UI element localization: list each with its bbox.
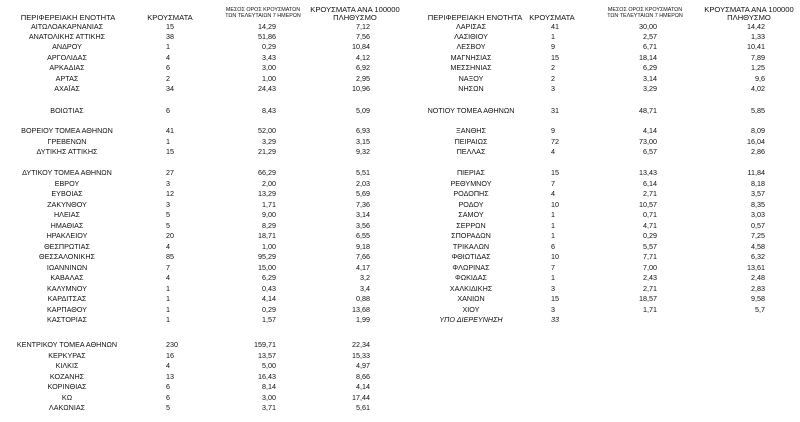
table-row [0,168,800,178]
cases-value: 4 [166,242,170,251]
per100k-value: 8,18 [751,179,765,188]
avg7-value: 2,00 [262,179,276,188]
region-name: ΤΡΙΚΑΛΩΝ [452,242,490,251]
table-row [0,137,800,147]
per100k-value: 22,34 [352,340,370,349]
avg7-value: 2,71 [643,189,657,198]
table-row [0,22,800,32]
region-name: ΘΕΣΣΑΛΟΝΙΚΗΣ [39,252,95,261]
right-header-per100k-line2: ΠΛΗΘΥΣΜΟ [727,13,771,22]
per100k-value: 4,02 [751,84,765,93]
region-name: ΚΑΣΤΟΡΙΑΣ [47,315,87,324]
table-row [0,63,800,73]
table-row [0,372,800,382]
cases-value: 1 [166,284,170,293]
avg7-value: 0,71 [643,210,657,219]
cases-value: 6 [166,63,170,72]
table-row [0,179,800,189]
per100k-value: 3,56 [356,221,370,230]
avg7-value: 8,43 [262,106,276,115]
per100k-value: 4,17 [356,263,370,272]
region-name: ΠΕΛΛΑΣ [456,147,486,156]
avg7-value: 13,43 [639,168,657,177]
region-name: ΝΗΣΩΝ [458,84,484,93]
cases-value: 1 [551,231,555,240]
avg7-value: 4,71 [643,221,657,230]
avg7-value: 51,86 [258,32,276,41]
per100k-value: 1,33 [751,32,765,41]
cases-value: 7 [166,263,170,272]
region-name: ΞΑΝΘΗΣ [456,126,486,135]
cases-value: 3 [551,84,555,93]
per100k-value: 9,6 [755,74,765,83]
cases-value: 5 [166,210,170,219]
avg7-value: 0,29 [643,231,657,240]
table-row [0,106,800,116]
region-name: ΚΩ [61,393,73,402]
region-name: ΑΡΓΟΛΙΔΑΣ [47,53,87,62]
per100k-value: 14,42 [747,22,765,31]
per100k-value: 9,32 [356,147,370,156]
cases-value: 38 [166,32,174,41]
table-row [0,294,800,304]
cases-value: 7 [551,179,555,188]
region-name: ΚΟΖΑΝΗΣ [49,372,85,381]
avg7-value: 6,71 [643,42,657,51]
region-name: ΧΑΛΚΙΔΙΚΗΣ [449,284,493,293]
region-name: ΑΧΑΪΑΣ [54,84,80,93]
cases-value: 3 [166,200,170,209]
cases-value: 15 [166,22,174,31]
avg7-value: 6,14 [643,179,657,188]
region-name: ΡΟΔΟΠΗΣ [453,189,489,198]
region-name: ΛΑΡΙΣΑΣ [455,22,487,31]
per100k-value: 5,09 [356,106,370,115]
avg7-value: 18,71 [258,231,276,240]
per100k-value: 0,88 [356,294,370,303]
per100k-value: 6,93 [356,126,370,135]
region-name: ΗΜΑΘΙΑΣ [50,221,84,230]
region-name: ΑΡΤΑΣ [55,74,79,83]
avg7-value: 3,71 [262,403,276,412]
per100k-value: 2,03 [356,179,370,188]
per100k-value: 11,84 [747,168,765,177]
per100k-value: 8,66 [356,372,370,381]
cases-value: 10 [551,200,559,209]
table-row [0,42,800,52]
table-row [0,351,800,361]
cases-value: 1 [166,137,170,146]
cases-value: 1 [551,210,555,219]
region-name: ΦΩΚΙΔΑΣ [455,273,487,282]
region-name: ΜΑΓΝΗΣΙΑΣ [450,53,492,62]
per100k-value: 13,68 [352,305,370,314]
region-name: ΔΥΤΙΚΗΣ ΑΤΤΙΚΗΣ [36,147,98,156]
cases-value: 6 [166,106,170,115]
table-row [0,305,800,315]
table-row [0,403,800,413]
avg7-value: 9,00 [262,210,276,219]
cases-value: 4 [551,189,555,198]
per100k-value: 13,61 [747,263,765,272]
table-row [0,147,800,157]
table-row [0,189,800,199]
right-header-avg-line1: ΜΕΣΟΣ ΟΡΟΣ ΚΡΟΥΣΜΑΤΩΝ [607,7,683,13]
cases-value: 41 [166,126,174,135]
cases-value: 33 [551,315,559,324]
per100k-value: 3,4 [360,284,370,293]
per100k-value: 3,14 [356,210,370,219]
cases-value: 4 [166,53,170,62]
cases-value: 16 [166,351,174,360]
avg7-value: 3,29 [643,84,657,93]
cases-value: 15 [551,294,559,303]
avg7-value: 52,00 [258,126,276,135]
region-name: ΙΩΑΝΝΙΝΩΝ [46,263,88,272]
per100k-value: 7,12 [356,22,370,31]
cases-value: 41 [551,22,559,31]
region-name: ΚΟΡΙΝΘΙΑΣ [47,382,87,391]
per100k-value: 17,44 [352,393,370,402]
cases-value: 12 [166,189,174,198]
left-header-cases: ΚΡΟΥΣΜΑΤΑ [147,13,193,22]
region-name: ΒΟΙΩΤΙΑΣ [50,106,84,115]
table-row [0,231,800,241]
per100k-value: 6,92 [356,63,370,72]
cases-value: 230 [166,340,178,349]
avg7-value: 24,43 [258,84,276,93]
left-header-per100k [310,6,400,22]
per100k-value: 9,58 [751,294,765,303]
region-name: ΣΠΟΡΑΔΩΝ [451,231,491,240]
region-name: ΚΑΡΔΙΤΣΑΣ [47,294,87,303]
per100k-value: 15,33 [352,351,370,360]
per100k-value: 5,7 [755,305,765,314]
avg7-value: 5,57 [643,242,657,251]
per100k-value: 1,99 [356,315,370,324]
cases-value: 3 [551,305,555,314]
cases-value: 15 [551,168,559,177]
region-name: ΗΛΕΙΑΣ [53,210,81,219]
region-name: ΣΕΡΡΩΝ [456,221,486,230]
per100k-value: 5,85 [751,106,765,115]
cases-value: 1 [551,273,555,282]
avg7-value: 2,43 [643,273,657,282]
cases-value: 9 [551,42,555,51]
cases-value: 2 [551,63,555,72]
region-name: ΑΝΑΤΟΛΙΚΗΣ ΑΤΤΙΚΗΣ [28,32,106,41]
per100k-value: 6,55 [356,231,370,240]
avg7-value: 5,00 [262,361,276,370]
per100k-value: 8,35 [751,200,765,209]
left-header-avg [218,7,308,19]
cases-value: 3 [551,284,555,293]
left-header-per100k-line2: ΠΛΗΘΥΣΜΟ [333,13,377,22]
region-name: ΠΕΙΡΑΙΩΣ [454,137,488,146]
cases-value: 6 [166,382,170,391]
region-name: ΚΑΒΑΛΑΣ [50,273,84,282]
region-name: ΦΛΩΡΙΝΑΣ [452,263,490,272]
cases-value: 31 [551,106,559,115]
avg7-value: 30,00 [639,22,657,31]
region-name: ΛΕΣΒΟΥ [456,42,486,51]
per100k-value: 9,18 [356,242,370,251]
table-row [0,340,800,350]
avg7-value: 1,71 [262,200,276,209]
region-name: ΚΕΝΤΡΙΚΟΥ ΤΟΜΕΑ ΑΘΗΝΩΝ [16,340,118,349]
region-name: ΛΑΚΩΝΙΑΣ [48,403,86,412]
per100k-value: 7,36 [356,200,370,209]
cases-value: 6 [551,242,555,251]
avg7-value: 48,71 [639,106,657,115]
avg7-value: 66,29 [258,168,276,177]
avg7-value: 4,14 [262,294,276,303]
cases-value: 5 [166,221,170,230]
region-name: ΝΑΞΟΥ [458,74,484,83]
cases-value: 2 [551,74,555,83]
table-row [0,273,800,283]
avg7-value: 13,57 [258,351,276,360]
per100k-value: 4,58 [751,242,765,251]
right-header-avg [600,7,690,19]
per100k-value: 3,15 [356,137,370,146]
cases-value: 85 [166,252,174,261]
per100k-value: 7,56 [356,32,370,41]
table-row [0,315,800,325]
per100k-value: 6,32 [751,252,765,261]
avg7-value: 18,57 [639,294,657,303]
per100k-value: 2,95 [356,74,370,83]
region-name: ΥΠΟ ΔΙΕΡΕΥΝΗΣΗ [439,315,503,324]
cases-value: 1 [166,42,170,51]
avg7-value: 8,14 [262,382,276,391]
table-row [0,200,800,210]
region-name: ΑΝΔΡΟΥ [52,42,82,51]
per100k-value: 5,51 [356,168,370,177]
avg7-value: 18,14 [639,53,657,62]
region-name: ΡΕΘΥΜΝΟΥ [450,179,492,188]
per100k-value: 4,14 [356,382,370,391]
cases-value: 1 [166,294,170,303]
avg7-value: 4,14 [643,126,657,135]
region-name: ΚΕΡΚΥΡΑΣ [48,351,86,360]
region-name: ΓΡΕΒΕΝΩΝ [47,137,87,146]
cases-value: 72 [551,137,559,146]
table-row [0,32,800,42]
per100k-value: 16,04 [747,137,765,146]
cases-value: 10 [551,252,559,261]
per100k-value: 5,61 [356,403,370,412]
per100k-value: 10,84 [352,42,370,51]
region-name: ΖΑΚΥΝΘΟΥ [47,200,87,209]
cases-value: 6 [166,393,170,402]
per100k-value: 8,09 [751,126,765,135]
avg7-value: 0,29 [262,42,276,51]
cases-value: 4 [166,273,170,282]
cases-value: 4 [166,361,170,370]
right-header-per100k [700,6,798,22]
region-name: ΚΙΛΚΙΣ [55,361,79,370]
avg7-value: 10,57 [639,200,657,209]
avg7-value: 3,29 [262,137,276,146]
per100k-value: 3,57 [751,189,765,198]
cases-value: 34 [166,84,174,93]
region-name: ΝΟΤΙΟΥ ΤΟΜΕΑ ΑΘΗΝΩΝ [427,106,515,115]
avg7-value: 95,29 [258,252,276,261]
right-header-per100k-line1: ΚΡΟΥΣΜΑΤΑ ΑΝΑ 100000 [704,5,794,14]
table-row [0,84,800,94]
table-row [0,361,800,371]
cases-value: 1 [166,315,170,324]
per100k-value: 5,69 [356,189,370,198]
cases-value: 20 [166,231,174,240]
region-name: ΚΑΡΠΑΘΟΥ [47,305,87,314]
per100k-value: 7,25 [751,231,765,240]
cases-value: 15 [551,53,559,62]
region-name: ΒΟΡΕΙΟΥ ΤΟΜΕΑ ΑΘΗΝΩΝ [21,126,113,135]
per100k-value: 1,25 [751,63,765,72]
avg7-value: 7,71 [643,252,657,261]
cases-value: 5 [166,403,170,412]
region-name: ΑΙΤΩΛΟΑΚΑΡΝΑΝΙΑΣ [30,22,104,31]
per100k-value: 3,2 [360,273,370,282]
avg7-value: 0,29 [262,305,276,314]
per100k-value: 10,41 [747,42,765,51]
avg7-value: 8,29 [262,221,276,230]
per100k-value: 4,97 [356,361,370,370]
table-row [0,382,800,392]
table-row [0,74,800,84]
region-name: ΡΟΔΟΥ [458,200,484,209]
cases-value: 2 [166,74,170,83]
avg7-value: 16,43 [258,372,276,381]
avg7-value: 13,29 [258,189,276,198]
region-name: ΗΡΑΚΛΕΙΟΥ [46,231,88,240]
avg7-value: 3,14 [643,74,657,83]
table-row [0,242,800,252]
region-name: ΛΑΣΙΘΙΟΥ [454,32,488,41]
avg7-value: 21,29 [258,147,276,156]
cases-value: 13 [166,372,174,381]
per100k-value: 10,96 [352,84,370,93]
cases-value: 4 [551,147,555,156]
avg7-value: 2,57 [643,32,657,41]
per100k-value: 2,86 [751,147,765,156]
table-row [0,210,800,220]
avg7-value: 1,71 [643,305,657,314]
table-row [0,284,800,294]
cases-value: 7 [551,263,555,272]
avg7-value: 1,00 [262,242,276,251]
avg7-value: 3,00 [262,63,276,72]
table-row [0,252,800,262]
per100k-value: 0,57 [751,221,765,230]
avg7-value: 15,00 [258,263,276,272]
left-header-per100k-line1: ΚΡΟΥΣΜΑΤΑ ΑΝΑ 100000 [310,5,400,14]
left-header-avg-line2: ΤΩΝ ΤΕΛΕΥΤΑΙΩΝ 7 ΗΜΕΡΩΝ [225,13,301,20]
avg7-value: 0,43 [262,284,276,293]
region-name: ΧΑΝΙΩΝ [457,294,485,303]
cases-value: 1 [551,32,555,41]
region-name: ΠΙΕΡΙΑΣ [456,168,485,177]
right-header-region: ΠΕΡΙΦΕΡΕΙΑΚΗ ΕΝΟΤΗΤΑ [427,13,523,22]
table-row [0,53,800,63]
per100k-value: 2,48 [751,273,765,282]
left-header-region: ΠΕΡΙΦΕΡΕΙΑΚΗ ΕΝΟΤΗΤΑ [20,13,116,22]
region-name: ΔΥΤΙΚΟΥ ΤΟΜΕΑ ΑΘΗΝΩΝ [22,168,112,177]
avg7-value: 1,57 [262,315,276,324]
cases-value: 27 [166,168,174,177]
per100k-value: 4,12 [356,53,370,62]
avg7-value: 6,57 [643,147,657,156]
region-name: ΕΒΡΟΥ [54,179,80,188]
avg7-value: 159,71 [254,340,276,349]
region-name: ΧΙΟΥ [462,305,480,314]
avg7-value: 6,29 [643,63,657,72]
region-name: ΦΘΙΩΤΙΔΑΣ [451,252,491,261]
per100k-value: 2,83 [751,284,765,293]
avg7-value: 6,29 [262,273,276,282]
region-name: ΑΡΚΑΔΙΑΣ [49,63,85,72]
region-name: ΣΑΜΟΥ [458,210,484,219]
avg7-value: 1,00 [262,74,276,83]
right-header-cases: ΚΡΟΥΣΜΑΤΑ [529,13,575,22]
table-row [0,126,800,136]
avg7-value: 73,00 [639,137,657,146]
avg7-value: 3,00 [262,393,276,402]
per100k-value: 3,03 [751,210,765,219]
table-row [0,393,800,403]
table-row [0,221,800,231]
right-header-avg-line2: ΤΩΝ ΤΕΛΕΥΤΑΙΩΝ 7 ΗΜΕΡΩΝ [607,13,683,20]
left-header-avg-line1: ΜΕΣΟΣ ΟΡΟΣ ΚΡΟΥΣΜΑΤΩΝ [225,7,301,13]
region-name: ΘΕΣΠΡΩΤΙΑΣ [44,242,90,251]
cases-value: 9 [551,126,555,135]
cases-value: 15 [166,147,174,156]
region-name: ΜΕΣΣΗΝΙΑΣ [450,63,492,72]
table-row [0,263,800,273]
region-name: ΚΑΛΥΜΝΟΥ [47,284,87,293]
cases-value: 1 [551,221,555,230]
region-name: ΕΥΒΟΙΑΣ [51,189,83,198]
avg7-value: 7,00 [643,263,657,272]
per100k-value: 7,89 [751,53,765,62]
cases-value: 1 [166,305,170,314]
avg7-value: 2,71 [643,284,657,293]
avg7-value: 14,29 [258,22,276,31]
cases-value: 3 [166,179,170,188]
avg7-value: 3,43 [262,53,276,62]
per100k-value: 7,66 [356,252,370,261]
